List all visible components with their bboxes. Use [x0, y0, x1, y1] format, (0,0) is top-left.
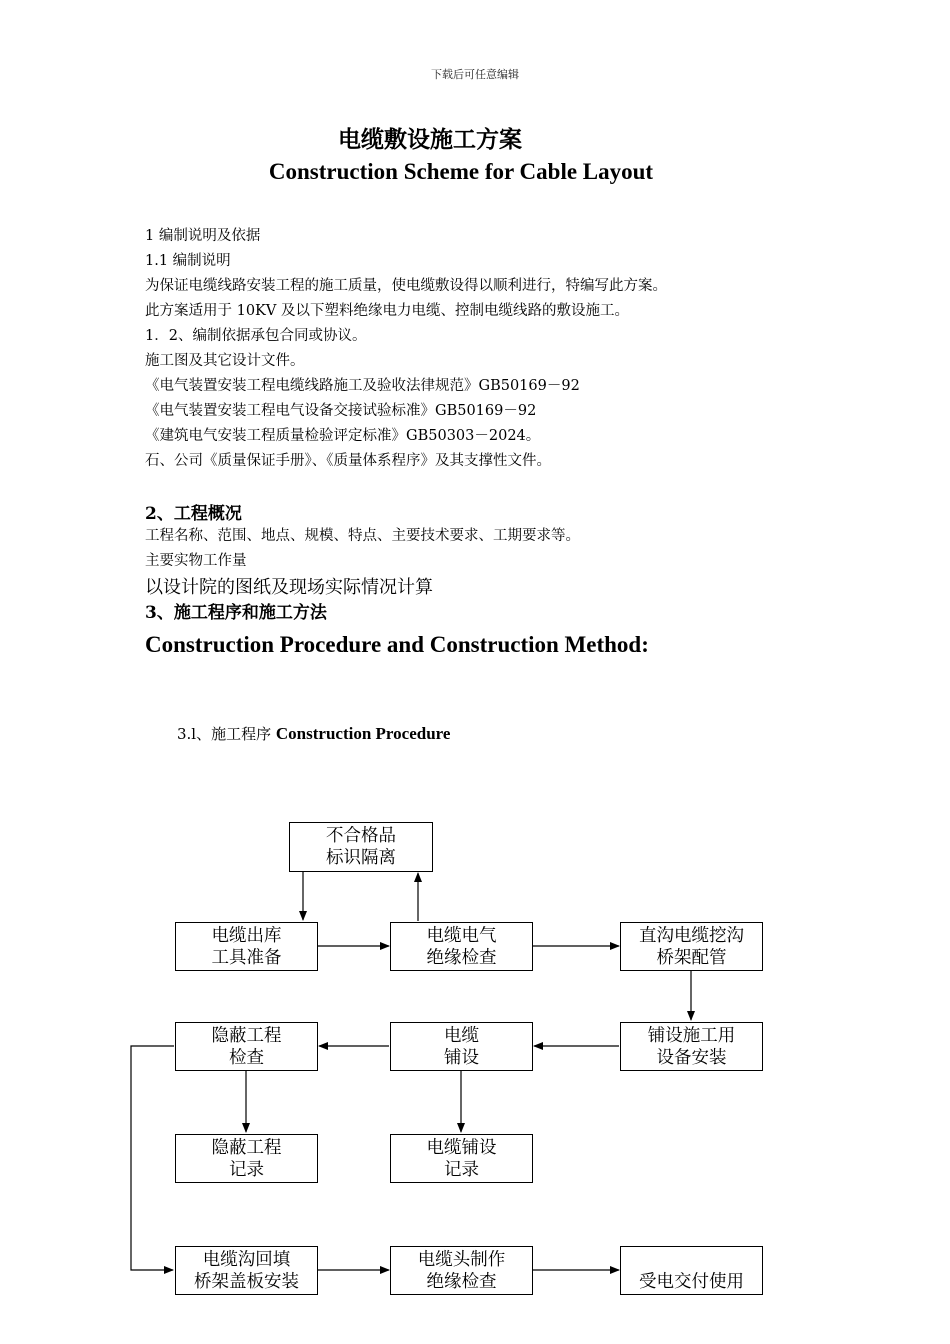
arrow-hidden-check-to-backfill [131, 1046, 174, 1270]
flow-box-hidden-check [175, 1022, 318, 1071]
flow-box-text: 电缆 [444, 1025, 479, 1046]
flow-box-text: 标识隔离 [326, 848, 396, 868]
section1-line: 1 编制说明及依据 [145, 228, 261, 244]
title-english: Construction Scheme for Cable Layout [268, 159, 654, 184]
section1-line: 《电气装置安装工程电气设备交接试验标准》GB50169－92 [145, 403, 537, 419]
flow-box-laying-record [390, 1134, 533, 1183]
section2-line: 工程名称、范围、地点、规模、特点、主要技术要求、工期要求等。 [145, 528, 580, 544]
section1-line: 此方案适用于 10KV 及以下塑料绝缘电力电缆、控制电缆线路的敷设施工。 [145, 303, 629, 319]
section1-line: 石、公司《质量保证手册》、《质量体系程序》及其支撑性文件。 [145, 453, 551, 469]
section1-line: 施工图及其它设计文件。 [145, 353, 305, 369]
flow-box-text: 检查 [229, 1047, 264, 1068]
section1-line: 《电气装置安装工程电缆线路施工及验收法律规范》GB50169－92 [145, 378, 580, 394]
flow-box-hidden-record [175, 1134, 318, 1183]
flow-box-text: 记录 [229, 1159, 264, 1180]
flow-box-text: 桥架配管 [656, 947, 727, 968]
flow-box-trench [620, 922, 763, 971]
flow-box-text: 铺设 [444, 1047, 479, 1068]
flow-box-nonconforming [289, 822, 433, 872]
page-header: 下载后可任意编辑 [431, 68, 519, 81]
section1-line: 《建筑电气安装工程质量检验评定标准》GB50303－2024。 [145, 428, 541, 444]
flow-box-text: 铺设施工用 [647, 1025, 736, 1046]
subsection-title [177, 723, 450, 744]
flow-box-laying [390, 1022, 533, 1071]
flow-box-text: 电缆头制作 [417, 1249, 506, 1270]
flow-box-text: 隐蔽工程 [211, 1025, 282, 1046]
subsection-title-en: Construction Procedure [275, 724, 451, 743]
flow-box-head-making [390, 1246, 533, 1295]
flow-box-text: 工具准备 [211, 947, 282, 968]
flow-box-text: 设备安装 [656, 1047, 727, 1068]
section2-line: 主要实物工作量 [145, 553, 247, 569]
section1-line: 1.1 编制说明 [145, 253, 231, 269]
flow-box-text: 不合格品 [326, 826, 396, 846]
flow-box-text: 隐蔽工程 [211, 1137, 282, 1158]
section3-heading: 3、施工程序和施工方法 [145, 603, 327, 623]
flow-box-equipment [620, 1022, 763, 1071]
flow-box-text: 绝缘检查 [426, 1271, 497, 1292]
flow-box-text: 桥架盖板安装 [194, 1271, 299, 1292]
section2-line-large: 以设计院的图纸及现场实际情况计算 [145, 577, 433, 598]
flow-box-text: 电缆沟回填 [202, 1249, 291, 1270]
flow-box-text: 记录 [444, 1159, 479, 1180]
flow-box-delivery [620, 1246, 763, 1295]
section3-heading-english: Construction Procedure and Construction Method: [145, 632, 649, 657]
flow-box-insulation-check [390, 922, 533, 971]
flow-box-backfill [175, 1246, 318, 1295]
flow-box-text: 电缆铺设 [426, 1137, 497, 1158]
title-chinese: 电缆敷设施工方案 [338, 126, 522, 153]
flow-box-text: 直沟电缆挖沟 [639, 925, 744, 946]
section1-line: 为保证电缆线路安装工程的施工质量，使电缆敷设得以顺利进行，特编写此方案。 [145, 278, 667, 294]
flow-box-text: 电缆出库 [211, 925, 282, 946]
subsection-title-cn: 3.l、施工程序 [177, 725, 276, 743]
flow-box-text: 电缆电气 [426, 925, 497, 946]
section1-line: 1．2、编制依据承包合同或协议。 [145, 328, 367, 344]
flow-box-text: 受电交付使用 [639, 1271, 744, 1292]
flow-box-cable-out [175, 922, 318, 971]
flow-box-text: 绝缘检查 [426, 947, 497, 968]
section2-heading: 2、工程概况 [145, 504, 242, 524]
